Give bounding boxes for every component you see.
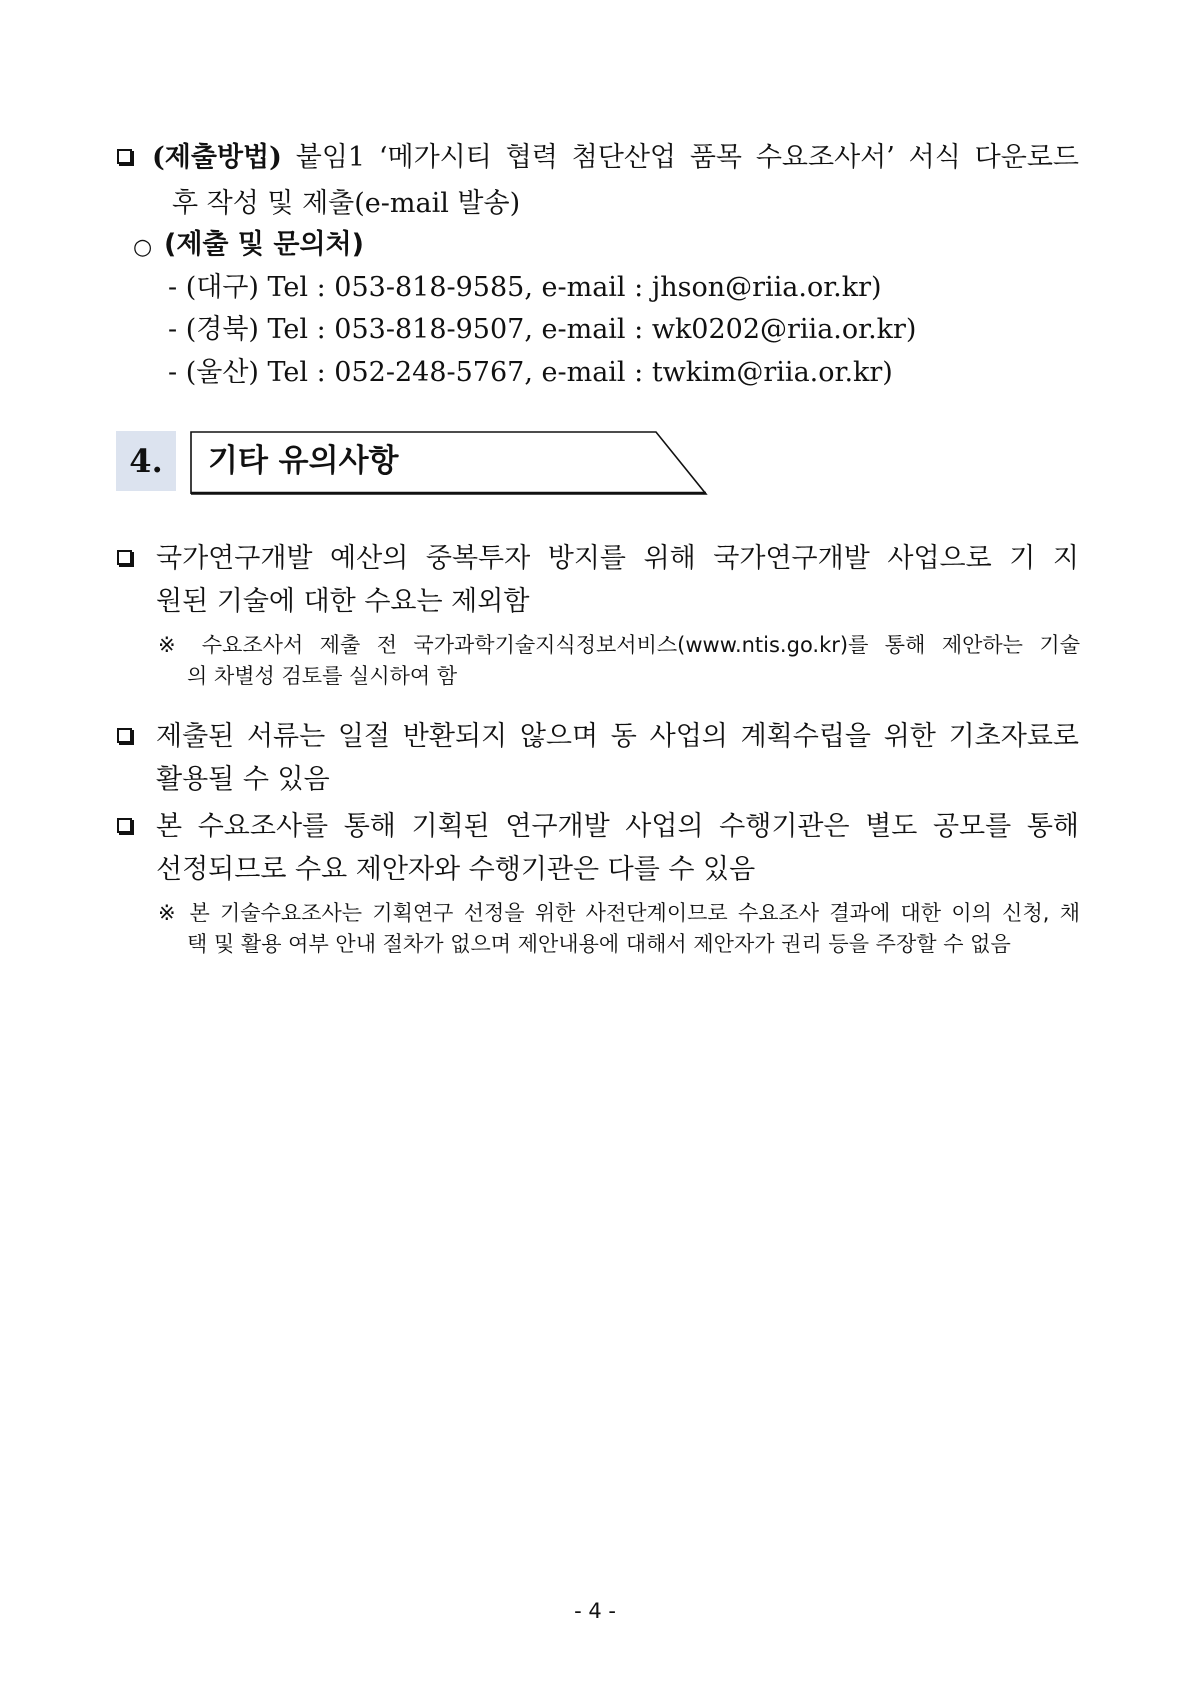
note2-line1: ※ 본 기술수요조사는 기획연구 선정을 위한 사전단계이므로 수요조사 결과에 대한 이의 신청, 채 — [158, 901, 1080, 925]
contact-ulsan: - (울산) Tel : 052-248-5767, e-mail : twkim@riia.or.kr) — [168, 357, 893, 388]
submit-method-label: (제출방법) — [152, 142, 282, 173]
item1-line2: 원된 기술에 대한 수요는 제외함 — [156, 586, 530, 617]
checkbox-square-icon — [117, 550, 132, 565]
item1-line1: 국가연구개발 예산의 중복투자 방지를 위해 국가연구개발 사업으로 기 지 — [156, 543, 1079, 574]
checkbox-square-icon — [117, 728, 132, 743]
note2-line2: 택 및 활용 여부 안내 절차가 없으며 제안내용에 대해서 제안자가 권리 등을 주장할 수 없음 — [187, 932, 1011, 956]
submit-method-text: 붙임1 ‘메가시티 협력 첨단산업 품목 수요조사서’ 서식 다운로드 — [295, 142, 1079, 173]
submit-method-line — [152, 140, 1079, 176]
contact-gyeongbuk: - (경북) Tel : 053-818-9507, e-mail : wk0202@riia.or.kr) — [168, 314, 917, 345]
contact-title: (제출 및 문의처) — [164, 229, 364, 260]
section-title: 기타 유의사항 — [208, 443, 399, 479]
item2-line1: 제출된 서류는 일절 반환되지 않으며 동 사업의 계획수립을 위한 기초자료로 — [156, 721, 1079, 752]
item2-line2: 활용될 수 있음 — [156, 764, 330, 795]
item3-line2: 선정되므로 수요 제안자와 수행기관은 다를 수 있음 — [156, 854, 756, 885]
page-number: - 4 - — [574, 1599, 616, 1623]
note1-line1: ※ 수요조사서 제출 전 국가과학기술지식정보서비스(www.ntis.go.kr)를 통해 제안하는 기술 — [158, 633, 1080, 657]
checkbox-square-icon — [117, 149, 132, 164]
contact-bullet: ○ — [133, 235, 153, 260]
submit-method-continued: 후 작성 및 제출(e-mail 발송) — [172, 188, 521, 219]
checkbox-square-icon — [117, 818, 132, 833]
note1-line2: 의 차별성 검토를 실시하여 함 — [187, 664, 458, 688]
section-number-box: 4. — [116, 431, 176, 491]
item3-line1: 본 수요조사를 통해 기획된 연구개발 사업의 수행기관은 별도 공모를 통해 — [156, 811, 1079, 842]
contact-daegu: - (대구) Tel : 053-818-9585, e-mail : jhson@riia.or.kr) — [168, 272, 882, 303]
